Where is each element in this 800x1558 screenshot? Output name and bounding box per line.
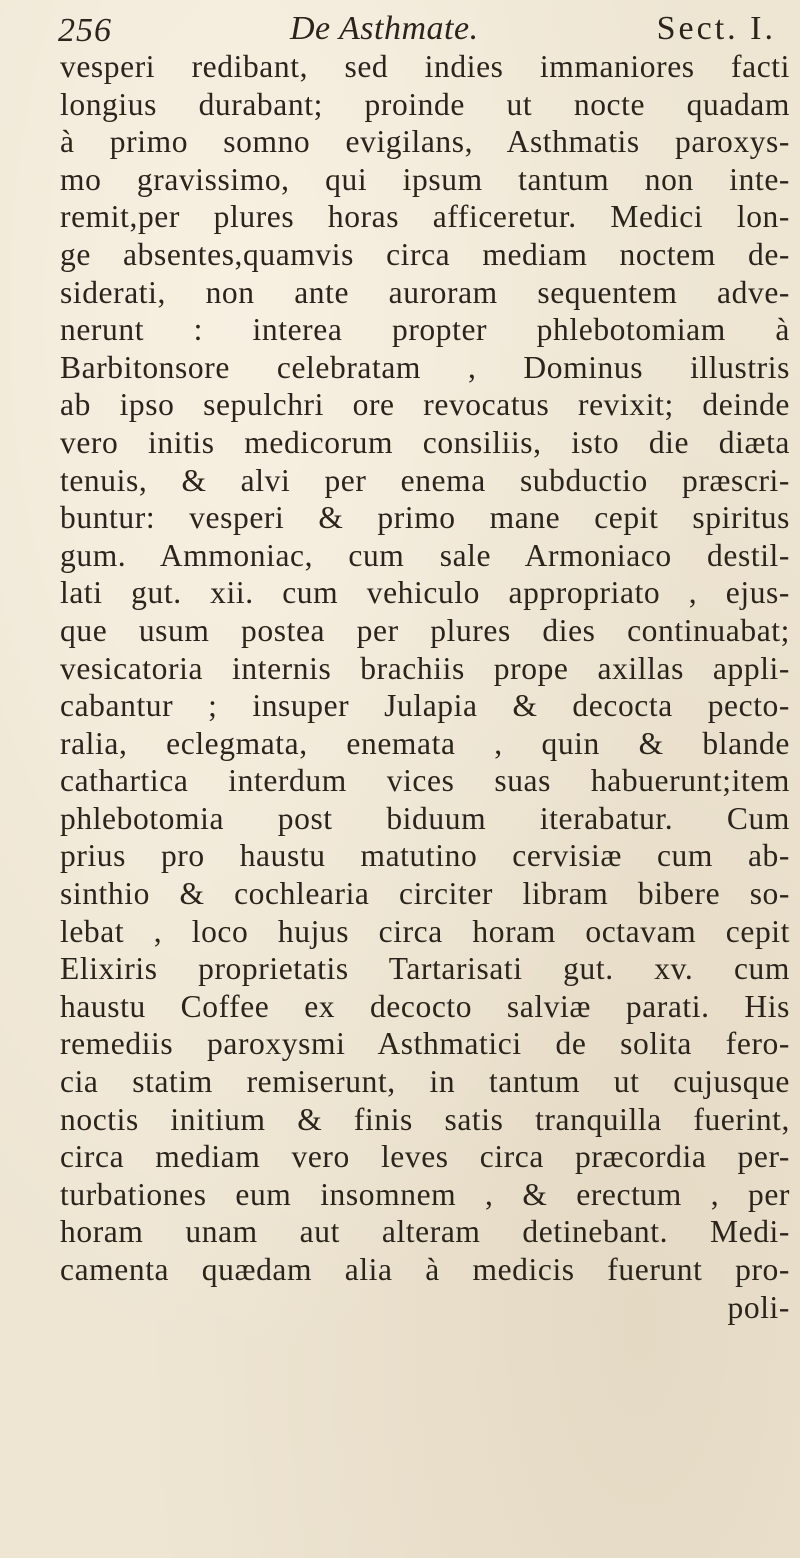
text-line: tenuis, & alvi per enema subductio præscri- xyxy=(60,462,790,498)
text-line: à primo somno evigilans, Asthmatis paroxys- xyxy=(60,124,790,160)
text-line: gum. Ammoniac, cum sale Armoniaco destil- xyxy=(60,537,790,573)
text-line: noctis initium & finis satis tranquilla fuerint, xyxy=(60,1101,790,1137)
text-line: remit,per plures horas afficeretur. Medici lon- xyxy=(60,199,790,235)
text-line: prius pro haustu matutino cervisiæ cum ab- xyxy=(60,838,790,874)
text-line: Barbitonsore celebratam , Dominus illustris xyxy=(60,349,790,385)
page-number: 256 xyxy=(58,12,112,49)
text-line: remediis paroxysmi Asthmatici de solita fero- xyxy=(60,1026,790,1062)
text-line: vero initis medicorum consiliis, isto die diæta xyxy=(60,424,790,460)
text-line: cathartica interdum vices suas habuerunt;item xyxy=(60,763,790,799)
text-line: vesicatoria internis brachiis prope axillas appli- xyxy=(60,650,790,686)
text-line: cia statim remiserunt, in tantum ut cujusque xyxy=(60,1064,790,1100)
text-line: phlebotomia post biduum iterabatur. Cum xyxy=(60,800,790,836)
text-line: mo gravissimo, qui ipsum tantum non inte- xyxy=(60,161,790,197)
text-line: que usum postea per plures dies continuabat; xyxy=(60,612,790,648)
text-line: Elixiris proprietatis Tartarisati gut. xv. cum xyxy=(60,951,790,987)
text-line: turbationes eum insomnem , & erectum , per xyxy=(60,1176,790,1212)
section-label: Sect. I. xyxy=(656,10,776,47)
text-line: circa mediam vero leves circa præcordia per- xyxy=(60,1139,790,1175)
page-header xyxy=(58,6,776,52)
text-line: haustu Coffee ex decocto salviæ parati. His xyxy=(60,988,790,1024)
text-line: longius durabant; proinde ut nocte quadam xyxy=(60,86,790,122)
text-line: vesperi redibant, sed indies immaniores facti xyxy=(60,49,790,84)
text-line: lati gut. xii. cum vehiculo appropriato , ejus- xyxy=(60,575,790,611)
text-line: ge absentes,quamvis circa mediam noctem de- xyxy=(60,236,790,272)
text-line: siderati, non ante auroram sequentem adve- xyxy=(60,274,790,310)
text-line: sinthio & cochlearia circiter libram bibere so- xyxy=(60,876,790,912)
text-line: nerunt : interea propter phlebotomiam à xyxy=(60,312,790,348)
body-text xyxy=(60,48,790,1326)
catchword: poli- xyxy=(727,1289,790,1325)
text-line: camenta quædam alia à medicis fuerunt pro- xyxy=(60,1252,790,1287)
text-line: cabantur ; insuper Julapia & decocta pecto- xyxy=(60,688,790,724)
text-line: ab ipso sepulchri ore revocatus revixit; deinde xyxy=(60,387,790,423)
text-line: horam unam aut alteram detinebant. Medi- xyxy=(60,1214,790,1250)
text-line: lebat , loco hujus circa horam octavam cepit xyxy=(60,913,790,949)
text-line: buntur: vesperi & primo mane cepit spiritus xyxy=(60,500,790,536)
text-line: ralia, eclegmata, enemata , quin & blande xyxy=(60,725,790,761)
running-title: De Asthmate. xyxy=(290,10,479,47)
